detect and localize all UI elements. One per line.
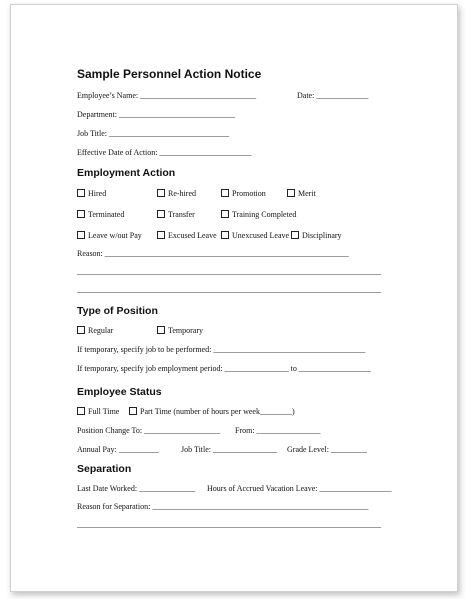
checkbox-training-completed[interactable]: Training Completed [221,210,296,220]
checkbox-transfer[interactable]: Transfer [157,210,195,220]
from-field[interactable]: From: ________________ [235,426,321,435]
position-change-row [77,426,407,436]
checkbox-excused-leave[interactable]: Excused Leave [157,231,217,241]
checkbox-promotion[interactable]: Promotion [221,189,266,199]
effective-date-field[interactable]: Effective Date of Action: _______________________ [77,148,252,157]
job-title-field[interactable]: Job Title: ______________________________ [77,129,230,138]
annual-pay-field[interactable]: Annual Pay: __________ [77,445,159,454]
checkbox-icon[interactable] [221,210,229,218]
checkbox-icon[interactable] [221,189,229,197]
checkbox-regular[interactable]: Regular [77,326,113,336]
checkbox-icon[interactable] [221,231,229,239]
reason-line-3[interactable]: ____________________________________________________________________________ [77,285,381,294]
checkbox-part-time[interactable]: Part Time (number of hours per week________) [129,407,295,417]
checkbox-icon[interactable] [129,407,137,415]
checkbox-icon[interactable] [77,210,85,218]
checkbox-unexcused-leave[interactable]: Unexcused Leave [221,231,289,241]
employment-action-row-3 [77,231,407,241]
checkbox-hired[interactable]: Hired [77,189,106,199]
separation-reason-line-2[interactable]: ____________________________________________________________________________ [77,520,381,529]
pay-row [77,445,407,455]
form-content [77,67,407,530]
checkbox-rehired[interactable]: Re-hired [157,189,196,199]
employee-name-row [77,91,407,101]
reason-field[interactable]: Reason: _____________________________________________________________ [77,249,349,258]
temporary-job-field[interactable]: If temporary, specify job to be performed: ______________________________________ [77,345,366,354]
temporary-period-field[interactable]: If temporary, specify job employment period: ________________ to __________________ [77,364,371,373]
position-change-field[interactable]: Position Change To: ___________________ [77,426,221,435]
status-job-title-field[interactable]: Job Title: ________________ [181,445,278,454]
checkbox-temporary[interactable]: Temporary [157,326,203,336]
checkbox-icon[interactable] [287,189,295,197]
position-type-row [77,326,407,336]
checkbox-icon[interactable] [157,210,165,218]
department-field[interactable]: Department: _____________________________ [77,110,235,119]
checkbox-terminated[interactable]: Terminated [77,210,124,220]
last-date-worked-field[interactable]: Last Date Worked: ______________ [77,484,196,493]
form-title: Sample Personnel Action Notice [77,67,262,81]
separation-heading: Separation [77,463,132,475]
checkbox-leave-without-pay[interactable]: Leave w/out Pay [77,231,142,241]
checkbox-icon[interactable] [77,326,85,334]
reason-line-2[interactable]: ____________________________________________________________________________ [77,267,381,276]
checkbox-icon[interactable] [291,231,299,239]
employment-action-row-1 [77,189,407,199]
employee-name-field[interactable]: Employee’s Name: _____________________________ [77,91,257,100]
last-date-row [77,484,407,494]
checkbox-icon[interactable] [157,231,165,239]
type-of-position-heading: Type of Position [77,305,158,317]
employee-status-row [77,407,407,417]
checkbox-icon[interactable] [157,189,165,197]
checkbox-disciplinary[interactable]: Disciplinary [291,231,342,241]
employee-status-heading: Employee Status [77,386,162,398]
document-page [10,4,458,592]
employment-action-heading: Employment Action [77,167,176,179]
checkbox-icon[interactable] [77,189,85,197]
separation-reason-field[interactable]: Reason for Separation: ______________________________________________________ [77,502,369,511]
date-field[interactable]: Date: _____________ [297,91,369,100]
checkbox-icon[interactable] [77,231,85,239]
checkbox-icon[interactable] [77,407,85,415]
checkbox-merit[interactable]: Merit [287,189,316,199]
checkbox-full-time[interactable]: Full Time [77,407,119,417]
employment-action-row-2 [77,210,407,220]
grade-level-field[interactable]: Grade Level: _________ [287,445,367,454]
checkbox-icon[interactable] [157,326,165,334]
accrued-vacation-field[interactable]: Hours of Accrued Vacation Leave: __________________ [207,484,392,493]
